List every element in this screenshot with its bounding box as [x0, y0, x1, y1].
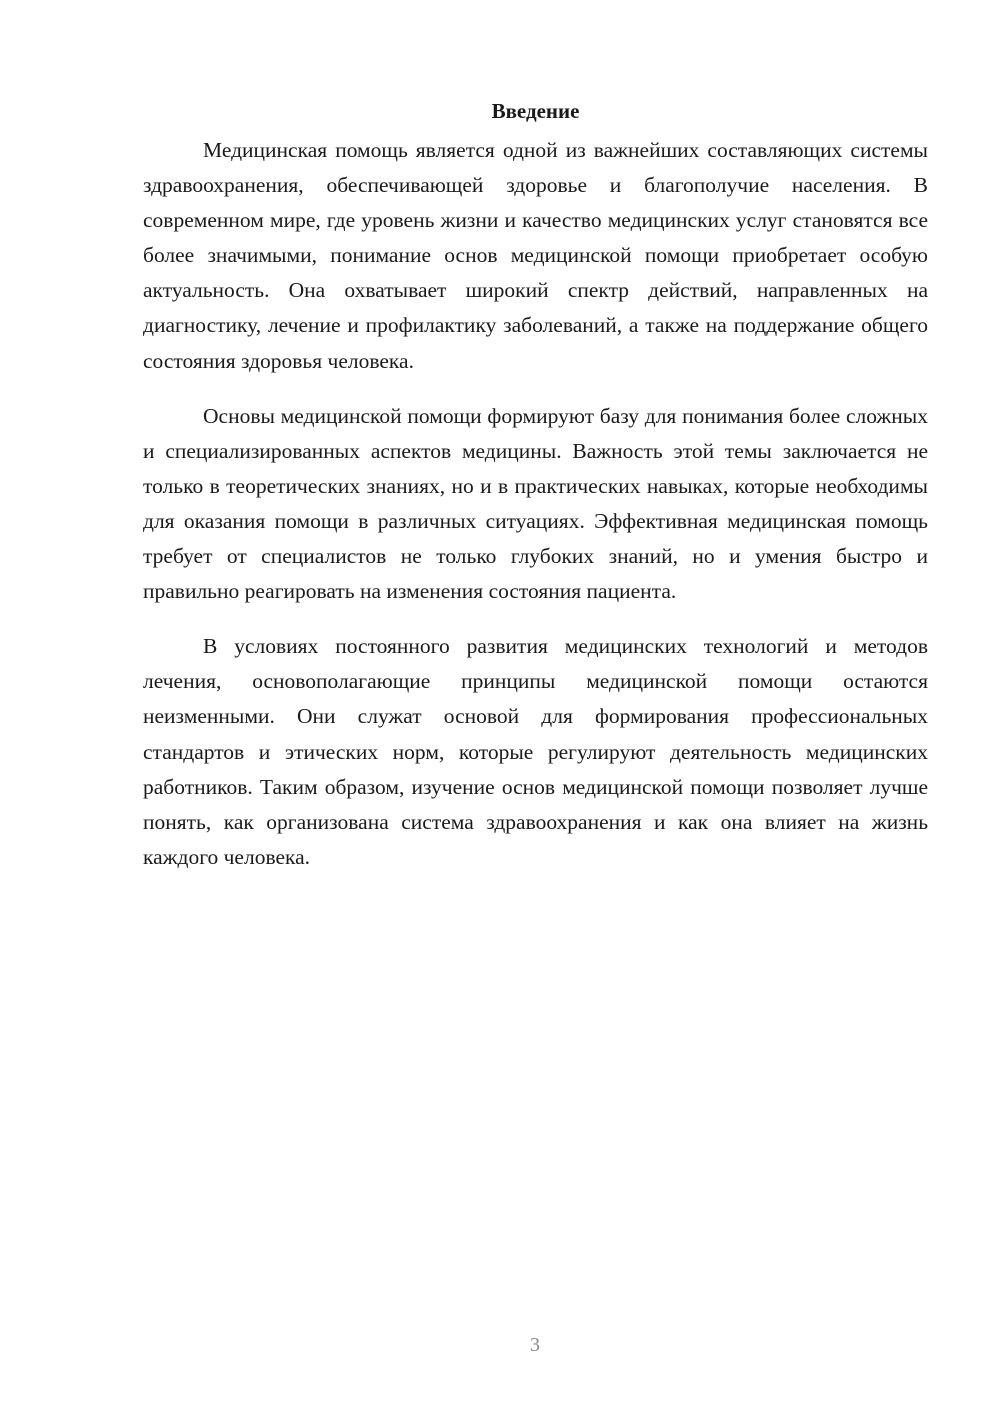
paragraph-1: Медицинская помощь является одной из важнейших составляющих системы здравоохранения, обеспечивающей здоровье и благополучие населения. В современном мире, где уровень жизни и качество медицинских услуг становятся все более значимыми, понимание основ медицинской помощи приобретает особую актуальность. Она охватывает широкий спектр действий, направленных на диагностику, лечение и профилактику заболеваний, а также на поддержание общего состояния здоровья человека. — [143, 138, 928, 373]
paragraph-2: Основы медицинской помощи формируют базу для понимания более сложных и специализированных аспектов медицины. Важность этой темы заключается не только в теоретических знаниях, но и в практических навыках, которые необходимы для оказания помощи в различных ситуациях. Эффективная медицинская помощь требует от специалистов не только глубоких знаний, но и умения быстро и правильно реагировать на изменения состояния пациента. — [143, 403, 928, 604]
page-number: 3 — [530, 1334, 540, 1356]
section-title: Введение — [491, 99, 580, 123]
paragraph-3: В условиях постоянного развития медицинских технологий и методов лечения, основополагающие принципы медицинской помощи остаются неизменными. Они служат основой для формирования профессиональных стандартов и этических норм, которые регулируют деятельность медицинских работников. Таким образом, изучение основ медицинской помощи позволяет лучше понять, как организована система здравоохранения и как она влияет на жизнь каждого человека. — [143, 634, 928, 869]
page-content — [143, 96, 928, 875]
